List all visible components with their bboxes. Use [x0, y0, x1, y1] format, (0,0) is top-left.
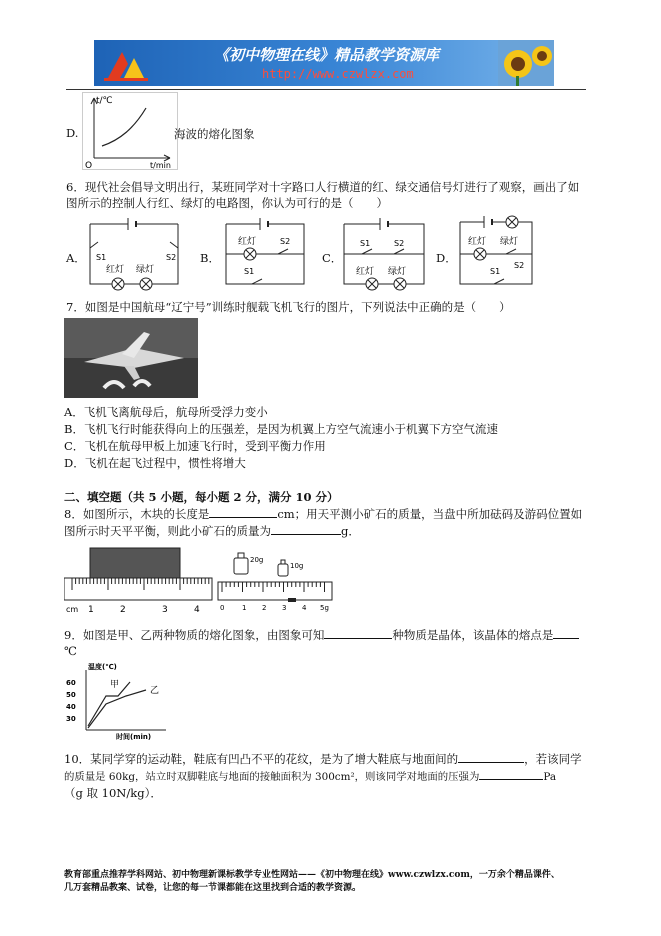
q9-y-tick-30: 30	[66, 715, 76, 723]
header-banner	[94, 40, 554, 86]
footer-line2: 几万套精品教案、试卷，让您的每一节课都能在这里找到合适的教学资源。	[64, 883, 362, 893]
q6b-s2: S2	[280, 237, 291, 246]
q7-option-b: B．飞机飞行时能获得向上的压强差，是因为机翼上方空气流速小于机翼下方空气流速	[64, 422, 498, 436]
q6c-s1: S1	[360, 239, 371, 248]
q8-line1-a: 8．如图所示，木块的长度是	[64, 507, 210, 521]
q9-blank-melting-point[interactable]	[553, 627, 579, 639]
q10-line2-a: 的质量是 60kg，站立时双脚鞋底与地面的接触面积为 300cm²，则该同学对地面的压强为	[64, 771, 480, 783]
q10-line1-a: 10．某同学穿的运动鞋，鞋底有凹凸不平的花纹，是为了增大鞋底与地面间的	[64, 752, 459, 766]
q6c-red: 红灯	[356, 267, 375, 277]
q10-blank-pressure[interactable]	[479, 768, 543, 780]
balance-tick-0: 0	[220, 604, 225, 612]
q7-stem: 7．如图是中国航母“辽宁号”训练时舰载飞机飞行的图片，下列说法中正确的是（ ）	[66, 300, 511, 314]
section2-heading: 二、填空题（共 5 小题，每小题 2 分，满分 10 分）	[64, 490, 339, 504]
q6-option-b-label: B．	[200, 251, 220, 265]
q7-aircraft-photo	[64, 318, 198, 398]
q6a-s2: S2	[166, 253, 177, 262]
ruler-tick-2: 2	[120, 605, 126, 615]
q7-option-a: A．飞机飞离航母后，航母所受浮力变小	[64, 405, 268, 419]
q9-line1-b: 种物质是晶体，该晶体的熔点是	[392, 628, 554, 642]
balance-tick-4: 4	[302, 604, 307, 612]
q10-blank-friction[interactable]	[458, 751, 524, 763]
q6-option-a-label: A．	[66, 251, 86, 265]
q8-blank-mass[interactable]	[271, 523, 341, 535]
q5-y-label: t/℃	[96, 96, 113, 106]
q6-circuit-a	[82, 214, 186, 292]
q6a-red: 红灯	[106, 265, 125, 275]
q6-circuit-b	[218, 214, 310, 292]
q8-line1	[64, 506, 582, 522]
balance-tick-3: 3	[282, 604, 287, 612]
q9-series-jia: 甲	[110, 680, 120, 690]
q9-x-label: 时间(min)	[116, 733, 152, 740]
balance-tick-5: 5g	[320, 604, 329, 612]
q9-blank-crystal[interactable]	[324, 627, 392, 639]
q5-origin: O	[85, 161, 93, 170]
banner-title: 《初中物理在线》精品教学资源库	[214, 46, 440, 64]
q8-blank-length[interactable]	[209, 506, 277, 518]
q9-series-yi: 乙	[150, 686, 160, 696]
banner-url: http://www.czwlzx.com	[262, 67, 414, 81]
q9-line1-a: 9．如图是甲、乙两种物质的熔化图象，由图象可知	[64, 628, 325, 642]
q9-line2: ℃	[64, 644, 77, 658]
q6d-s2: S2	[514, 261, 525, 270]
q9-y-tick-40: 40	[66, 703, 76, 711]
sunflower-image	[498, 40, 554, 86]
q6c-s2: S2	[394, 239, 405, 248]
q9-y-tick-60: 60	[66, 679, 76, 687]
mass-20g-label: 20g	[250, 556, 264, 564]
q5-x-label: t/min	[150, 161, 171, 170]
ruler-tick-3: 3	[162, 605, 168, 615]
balance-tick-1: 1	[242, 604, 247, 612]
q10-line3: （g 取 10N/kg）．	[64, 786, 162, 800]
q10-line2-b: Pa	[543, 771, 557, 783]
q8-line2	[64, 523, 360, 539]
q8-balance-figure	[216, 546, 336, 612]
q8-line2-a: 图所示时天平平衡，则此小矿石的质量为	[64, 524, 271, 538]
q6-line1: 6．现代社会倡导文明出行，某班同学对十字路口人行横道的红、绿交通信号灯进行了观察，画出了如	[66, 180, 580, 194]
q5-melting-graph	[82, 92, 178, 170]
q6d-s1: S1	[490, 267, 501, 276]
header-divider	[66, 89, 586, 90]
q5-option-d-label: D.	[66, 126, 79, 140]
q10-line1-b: ，若该同学	[524, 752, 582, 766]
q6a-green: 绿灯	[136, 265, 155, 275]
ruler-tick-4: 4	[194, 605, 200, 615]
q9-y-label: 温度(℃)	[88, 663, 117, 671]
q10-line1	[64, 751, 582, 767]
q6b-red: 红灯	[238, 237, 257, 247]
q6d-green: 绿灯	[500, 237, 519, 247]
q9-y-tick-50: 50	[66, 691, 76, 699]
q6c-green: 绿灯	[388, 267, 407, 277]
q6a-s1: S1	[96, 253, 107, 262]
q8-line1-b: cm；用天平测小矿石的质量，当盘中所加砝码及游码位置如	[277, 507, 583, 521]
footer-line1: 教育部重点推荐学科网站、初中物理新课标教学专业性网站——《初中物理在线》www.czwlzx.com，一万余个精品课件、	[64, 870, 560, 880]
q6-circuit-c	[338, 214, 430, 292]
q5-caption: 海波的熔化图象	[174, 127, 255, 141]
q6d-red: 红灯	[468, 237, 487, 247]
q9-line1	[64, 627, 579, 643]
q6-option-c-label: C．	[322, 251, 343, 265]
q6-option-d-label: D．	[436, 251, 457, 265]
q6-line2: 图所示的控制人行红、绿灯的电路图，你认为可行的是（ ）	[66, 196, 388, 210]
q7-option-c: C．飞机在航母甲板上加速飞行时，受到平衡力作用	[64, 439, 326, 453]
ruler-unit: cm	[66, 605, 79, 614]
q6b-s1: S1	[244, 267, 255, 276]
balance-tick-2: 2	[262, 604, 267, 612]
ruler-tick-1: 1	[88, 605, 94, 615]
q10-line2	[64, 768, 556, 783]
q7-option-d: D．飞机在起飞过程中，惯性将增大	[64, 456, 246, 470]
site-logo	[100, 44, 152, 84]
q8-ruler-figure	[64, 546, 214, 618]
q6-circuit-d	[454, 212, 540, 292]
mass-10g-label: 10g	[290, 562, 304, 570]
q8-line2-b: g．	[341, 524, 360, 538]
q9-melting-graph	[66, 660, 170, 740]
